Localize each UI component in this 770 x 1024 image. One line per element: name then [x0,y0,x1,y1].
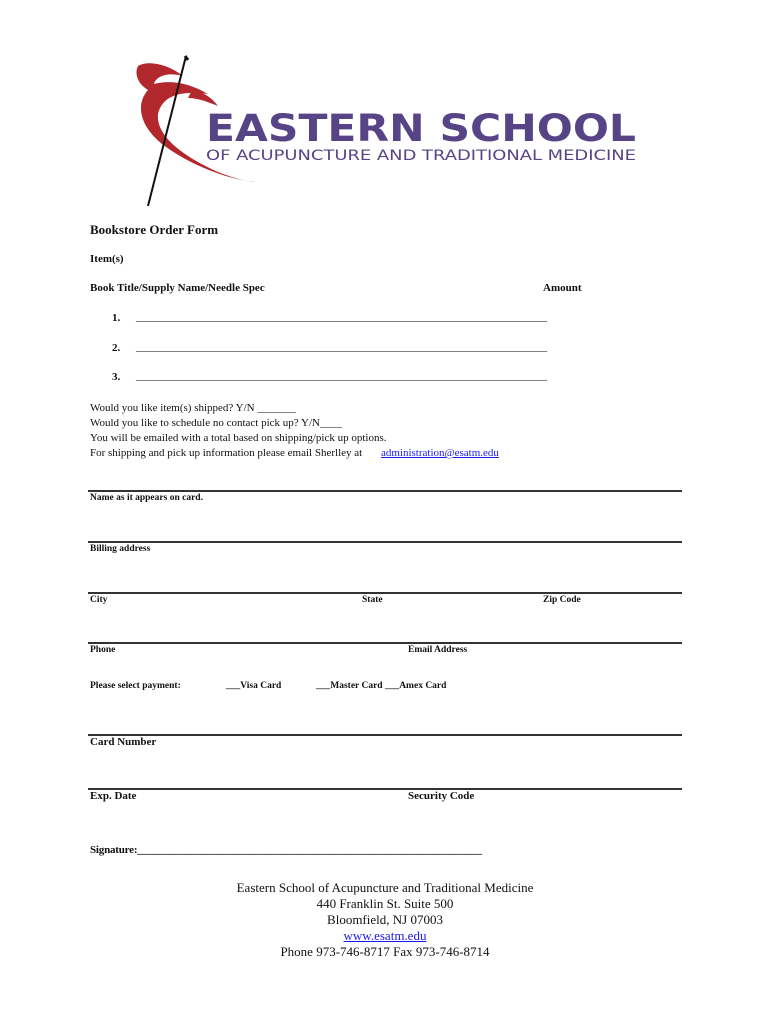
form-title: Bookstore Order Form [90,222,219,237]
divider [88,642,682,644]
item-1-line[interactable]: _______________________________________________________________________________ [136,311,547,323]
logo-subtitle: OF ACUPUNCTURE AND TRADITIONAL MEDICINE [206,148,636,164]
column-amount: Amount [543,282,582,294]
info-emailed: You will be emailed with a total based on shipping/pick up options. [90,432,387,444]
divider [88,788,682,790]
card-number-label: Card Number [90,736,157,748]
visa-option[interactable]: ___Visa Card [226,681,282,691]
footer-address-2: Bloomfield, NJ 07003 [327,912,443,927]
item-3-line[interactable]: _______________________________________________________________________________ [136,370,547,382]
footer-website-row [0,928,770,944]
footer-phone-fax: Phone 973-746-8717 Fax 973-746-8714 [280,944,490,959]
email-label: Email Address [408,645,468,655]
contact-text: For shipping and pick up information please email Sherlley at [90,447,363,459]
divider [88,490,682,492]
payment-label: Please select payment: [90,681,181,691]
column-title: Book Title/Supply Name/Needle Spec [90,282,265,294]
phone-label: Phone [90,645,116,655]
footer-school: Eastern School of Acupuncture and Traditional Medicine [236,880,534,895]
master-amex-options[interactable]: ___Master Card ___Amex Card [316,681,447,691]
info-shipped: Would you like item(s) shipped? Y/N _______ [90,402,296,414]
divider [88,592,682,594]
divider [88,541,682,543]
info-block [90,401,499,461]
divider [88,734,682,736]
city-label: City [90,595,108,605]
signature-line[interactable]: Signature:_________________________________________________________________ [90,844,482,856]
info-contact [90,446,499,461]
billing-address-label: Billing address [90,544,151,554]
footer-address-1: 440 Franklin St. Suite 500 [316,896,454,911]
item-2-line[interactable]: _______________________________________________________________________________ [136,341,547,353]
info-pickup: Would you like to schedule no contact pick up? Y/N____ [90,417,342,429]
exp-date-label: Exp. Date [90,790,137,802]
security-code-label: Security Code [408,790,475,802]
zip-label: Zip Code [543,595,581,605]
items-label: Item(s) [90,253,124,265]
item-1-number: 1. [112,312,121,324]
item-3-number: 3. [112,371,121,383]
footer-website-link[interactable]: www.esatm.edu [343,928,427,943]
state-label: State [362,595,383,605]
item-2-number: 2. [112,342,121,354]
contact-email-link[interactable]: administration@esatm.edu [380,447,499,459]
logo-title: EASTERN SCHOOL [206,107,636,150]
school-logo [128,54,648,214]
name-on-card-label: Name as it appears on card. [90,493,203,503]
